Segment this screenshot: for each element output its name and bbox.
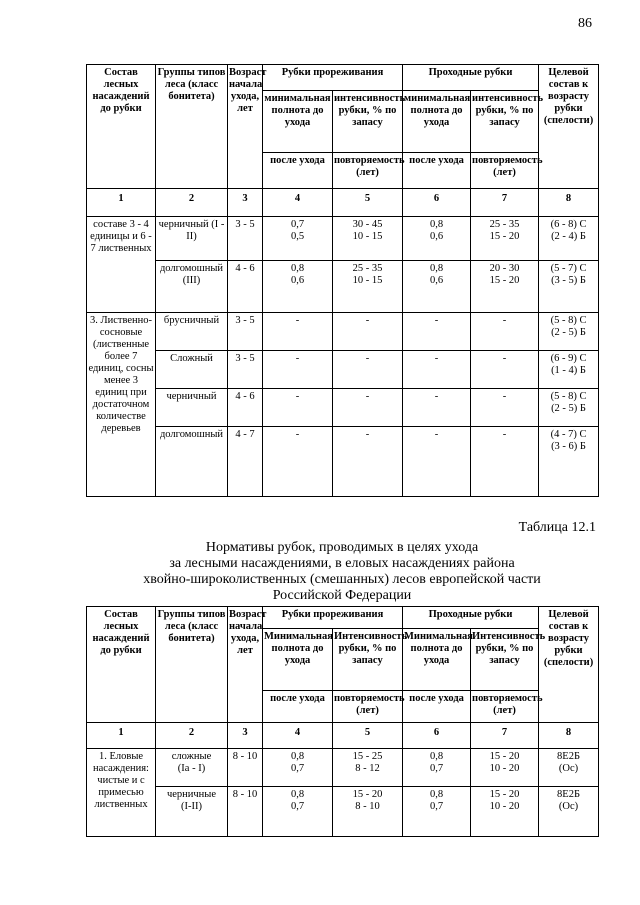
header-target-composition: Целевой состав к возрасту рубки (спелости) — [539, 607, 599, 723]
col-number: 2 — [156, 189, 228, 217]
composition-cell: 1. Еловые насаждения: чистые и с примесью лиственных — [87, 749, 156, 837]
header-age: Возраст начала ухода, лет — [228, 65, 263, 189]
header-repeat: повторяемость (лет) — [333, 691, 403, 723]
header-composition: Состав лесных насаждений до рубки — [87, 607, 156, 723]
target-cell: (4 - 7) С (3 - 6) Б — [539, 427, 599, 497]
header-min-density: минимальная полнота до ухода — [403, 91, 471, 153]
value-cell: 0,8 0,6 — [403, 261, 471, 313]
value-cell: - — [471, 313, 539, 351]
value-cell: 15 - 20 8 - 10 — [333, 787, 403, 837]
table-caption-line: хвойно-широколиственных (смешанных) лесов европейской части — [143, 572, 541, 587]
header-thinning: Рубки прореживания — [263, 607, 403, 629]
table-caption-line: Российской Федерации — [272, 588, 412, 603]
col-number: 1 — [87, 189, 156, 217]
col-number: 3 — [228, 723, 263, 749]
value-cell: - — [263, 427, 333, 497]
col-number: 1 — [87, 723, 156, 749]
page-number: 86 — [578, 16, 592, 31]
header-forest-groups: Группы типов леса (класс бонитета) — [156, 607, 228, 723]
forest-type-cell: долгомошный — [156, 427, 228, 497]
value-cell: 0,7 0,5 — [263, 217, 333, 261]
header-after-care: после ухода — [403, 153, 471, 189]
value-cell: 25 - 35 10 - 15 — [333, 261, 403, 313]
standards-table-12-1 — [86, 606, 599, 837]
table-row — [87, 217, 599, 261]
header-intensity: интенсивность рубки, % по запасу — [333, 91, 403, 153]
forest-type-cell: долгомошный (III) — [156, 261, 228, 313]
target-cell: (5 - 8) С (2 - 5) Б — [539, 313, 599, 351]
standards-table-continued — [86, 64, 599, 497]
header-target-composition: Целевой состав к возрасту рубки (спелости) — [539, 65, 599, 189]
header-thinning: Рубки прореживания — [263, 65, 403, 91]
header-repeat: повторяемость (лет) — [471, 153, 539, 189]
col-number: 3 — [228, 189, 263, 217]
header-repeat: повторяемость (лет) — [471, 691, 539, 723]
value-cell: 30 - 45 10 - 15 — [333, 217, 403, 261]
col-number: 8 — [539, 723, 599, 749]
target-cell: 8Е2Б (Ос) — [539, 749, 599, 787]
value-cell: - — [333, 313, 403, 351]
header-intensity: Интенсивность рубки, % по запасу — [333, 629, 403, 691]
table-caption-line: Нормативы рубок, проводимых в целях ухода — [205, 540, 479, 555]
value-cell: 0,8 0,6 — [263, 261, 333, 313]
table-row — [87, 427, 599, 497]
table-row — [87, 351, 599, 389]
composition-cell: составе 3 - 4 единицы и 6 - 7 лиственных — [87, 217, 156, 313]
value-cell: - — [263, 351, 333, 389]
table-row — [87, 389, 599, 427]
value-cell: 15 - 25 8 - 12 — [333, 749, 403, 787]
header-repeat: повторяемость (лет) — [333, 153, 403, 189]
value-cell: - — [403, 389, 471, 427]
header-forest-groups: Группы типов леса (класс бонитета) — [156, 65, 228, 189]
forest-type-cell: Сложный — [156, 351, 228, 389]
header-passage-cutting: Проходные рубки — [403, 65, 539, 91]
table-row — [87, 313, 599, 351]
value-cell: - — [471, 351, 539, 389]
col-number: 4 — [263, 189, 333, 217]
col-number: 6 — [403, 189, 471, 217]
target-cell: (6 - 8) С (2 - 4) Б — [539, 217, 599, 261]
age-cell: 3 - 5 — [228, 351, 263, 389]
header-min-density: Минимальная полнота до ухода — [403, 629, 471, 691]
target-cell: (5 - 7) С (3 - 5) Б — [539, 261, 599, 313]
forest-type-cell: черничные (I-II) — [156, 787, 228, 837]
value-cell: 15 - 20 10 - 20 — [471, 787, 539, 837]
header-passage-cutting: Проходные рубки — [403, 607, 539, 629]
value-cell: - — [333, 389, 403, 427]
age-cell: 8 - 10 — [228, 787, 263, 837]
value-cell: - — [263, 313, 333, 351]
table-row — [87, 749, 599, 787]
col-number: 8 — [539, 189, 599, 217]
value-cell: 15 - 20 10 - 20 — [471, 749, 539, 787]
target-cell: 8Е2Б (Ос) — [539, 787, 599, 837]
value-cell: 20 - 30 15 - 20 — [471, 261, 539, 313]
target-cell: (5 - 8) С (2 - 5) Б — [539, 389, 599, 427]
header-after-care: после ухода — [403, 691, 471, 723]
value-cell: - — [403, 427, 471, 497]
value-cell: - — [403, 351, 471, 389]
value-cell: 25 - 35 15 - 20 — [471, 217, 539, 261]
table-row — [87, 787, 599, 837]
header-after-care: после ухода — [263, 153, 333, 189]
col-number: 7 — [471, 189, 539, 217]
value-cell: 0,8 0,7 — [403, 749, 471, 787]
value-cell: 0,8 0,7 — [403, 787, 471, 837]
forest-type-cell: черничный — [156, 389, 228, 427]
header-after-care: после ухода — [263, 691, 333, 723]
value-cell: - — [403, 313, 471, 351]
age-cell: 4 - 7 — [228, 427, 263, 497]
forest-type-cell: сложные (Ia - I) — [156, 749, 228, 787]
value-cell: 0,8 0,6 — [403, 217, 471, 261]
col-number: 7 — [471, 723, 539, 749]
table-row — [87, 261, 599, 313]
value-cell: - — [263, 389, 333, 427]
age-cell: 3 - 5 — [228, 313, 263, 351]
value-cell: - — [471, 427, 539, 497]
forest-type-cell: черничный (I - II) — [156, 217, 228, 261]
composition-cell: 3. Лиственно-сосновые (лиственные более 7 единиц, сосны менее 3 единиц при достаточном количестве деревьев — [87, 313, 156, 497]
header-age: Возраст начала ухода, лет — [228, 607, 263, 723]
value-cell: - — [471, 389, 539, 427]
header-composition: Состав лесных насаждений до рубки — [87, 65, 156, 189]
col-number: 6 — [403, 723, 471, 749]
col-number: 4 — [263, 723, 333, 749]
age-cell: 4 - 6 — [228, 261, 263, 313]
header-min-density: минимальная полнота до ухода — [263, 91, 333, 153]
target-cell: (6 - 9) С (1 - 4) Б — [539, 351, 599, 389]
header-intensity: Интенсивность рубки, % по запасу — [471, 629, 539, 691]
age-cell: 4 - 6 — [228, 389, 263, 427]
age-cell: 3 - 5 — [228, 217, 263, 261]
forest-type-cell: брусничный — [156, 313, 228, 351]
col-number: 5 — [333, 723, 403, 749]
value-cell: 0,8 0,7 — [263, 749, 333, 787]
age-cell: 8 - 10 — [228, 749, 263, 787]
col-number: 5 — [333, 189, 403, 217]
value-cell: 0,8 0,7 — [263, 787, 333, 837]
col-number: 2 — [156, 723, 228, 749]
table-caption-line: за лесными насаждениями, в еловых насаждениях района — [169, 556, 515, 571]
header-intensity: интенсивность рубки, % по запасу — [471, 91, 539, 153]
value-cell: - — [333, 351, 403, 389]
table-label: Таблица 12.1 — [518, 520, 596, 535]
value-cell: - — [333, 427, 403, 497]
header-min-density: Минимальная полнота до ухода — [263, 629, 333, 691]
